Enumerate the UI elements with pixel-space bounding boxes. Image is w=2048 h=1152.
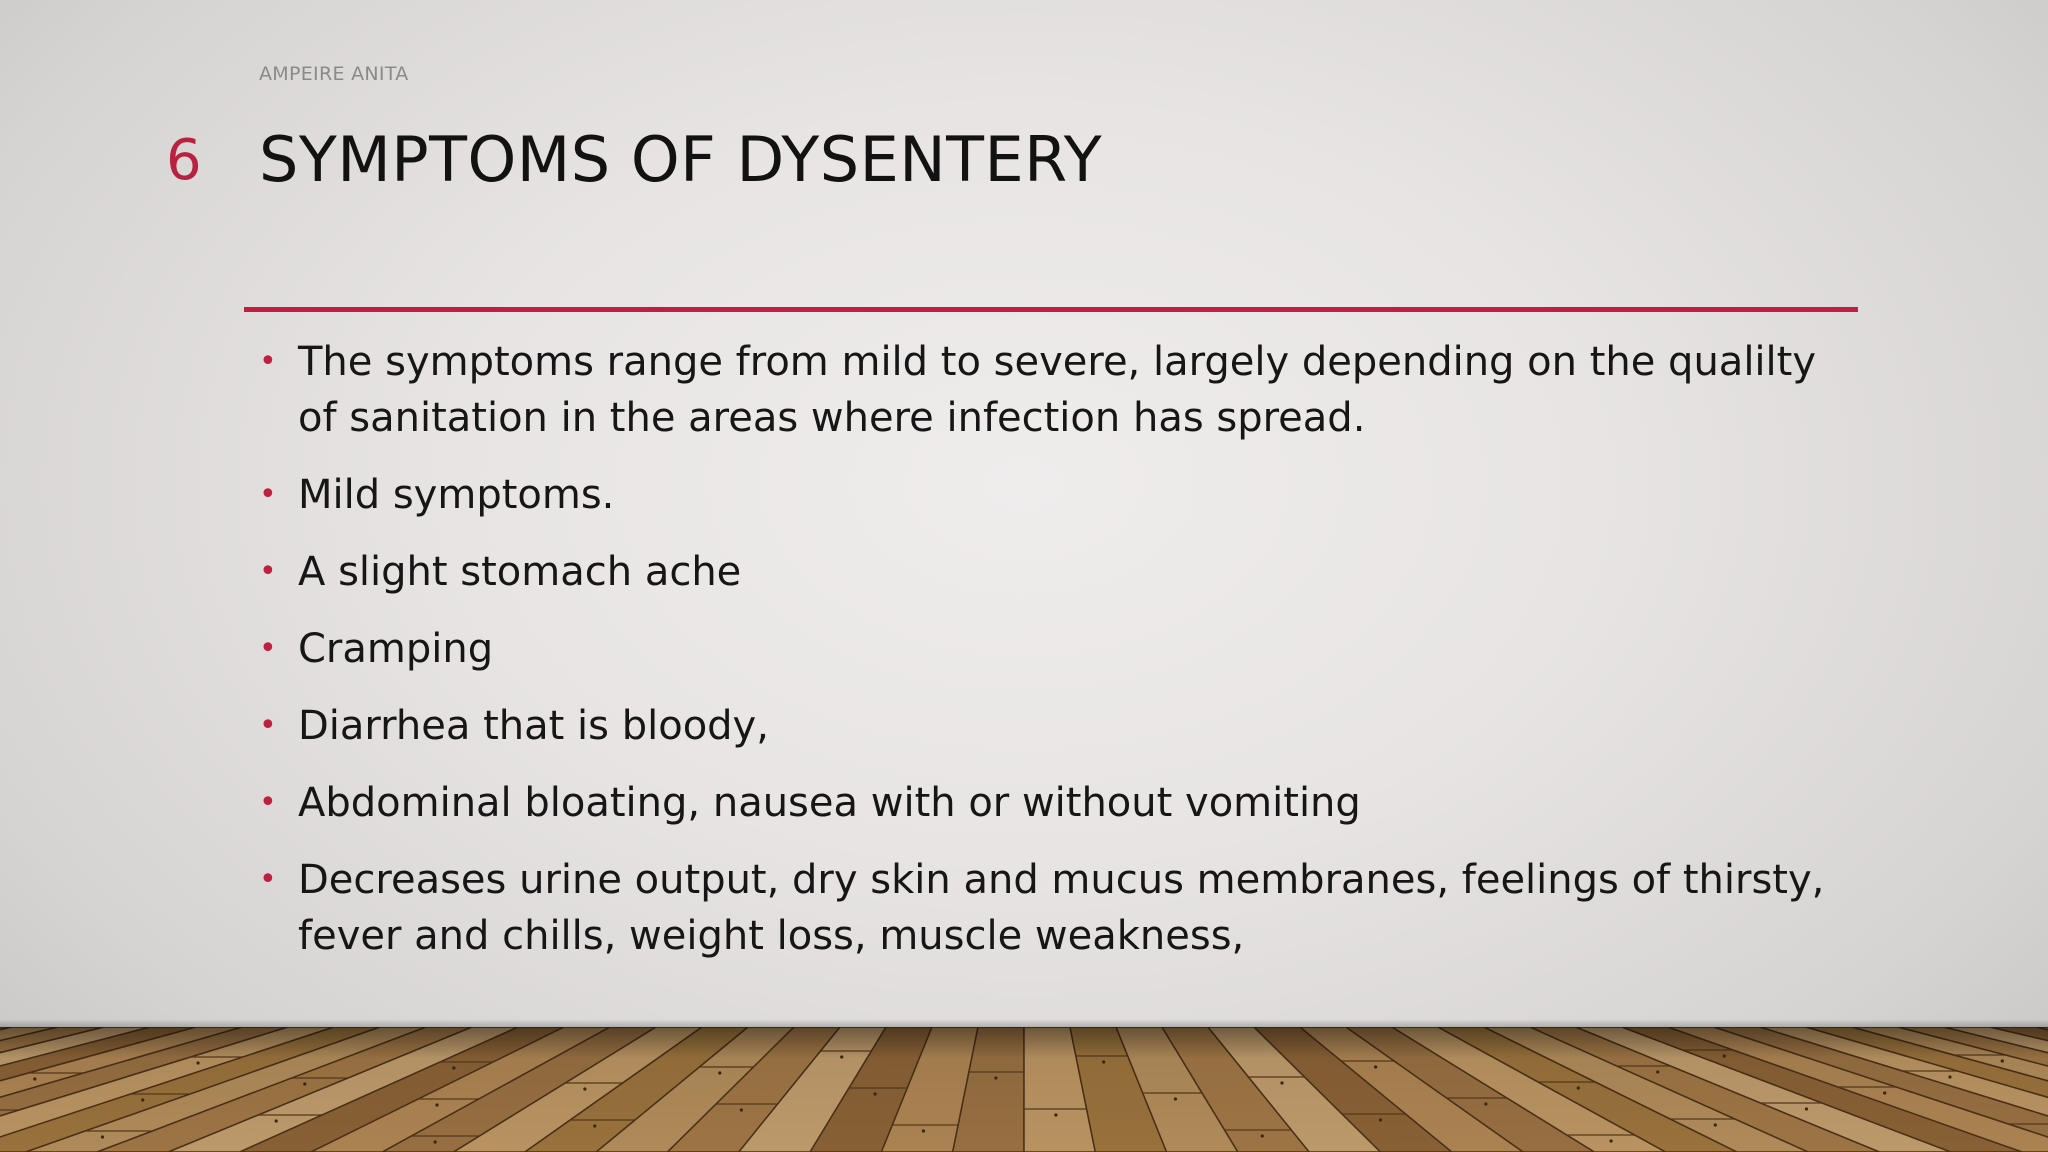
bullet-text: Mild symptoms. [298,472,615,518]
bullet-text: A slight stomach ache [298,549,742,595]
bullet-icon: • [259,708,277,743]
slide-title: SYMPTOMS OF DYSENTERY [259,123,1103,196]
bullet-item [259,852,1849,964]
bullet-icon: • [259,554,277,589]
bullet-item [259,698,1849,754]
bullet-icon: • [259,477,277,512]
bullet-icon: • [259,631,277,666]
bullet-item [259,544,1849,600]
bullet-icon: • [259,344,277,379]
bullet-item [259,467,1849,523]
bullet-icon: • [259,862,277,897]
bullet-text: Abdominal bloating, nausea with or without vomiting [298,780,1361,826]
bullet-item [259,621,1849,677]
bullet-text: Decreases urine output, dry skin and mucus membranes, feelings of thirsty, fever and chills, weight loss, muscle weakness, [298,857,1825,959]
wooden-floor-image [0,1027,2048,1152]
slide-number: 6 [166,128,202,193]
bullet-list [259,334,1849,985]
author-footer: AMPEIRE ANITA [259,63,409,85]
title-underline-divider [244,307,1858,312]
bullet-item [259,334,1849,446]
bullet-icon: • [259,785,277,820]
bullet-text: The symptoms range from mild to severe, largely depending on the qualilty of sanitation in the areas where infection has spread. [298,339,1817,441]
bullet-item [259,775,1849,831]
bullet-text: Diarrhea that is bloody, [298,703,769,749]
bullet-text: Cramping [298,626,494,672]
